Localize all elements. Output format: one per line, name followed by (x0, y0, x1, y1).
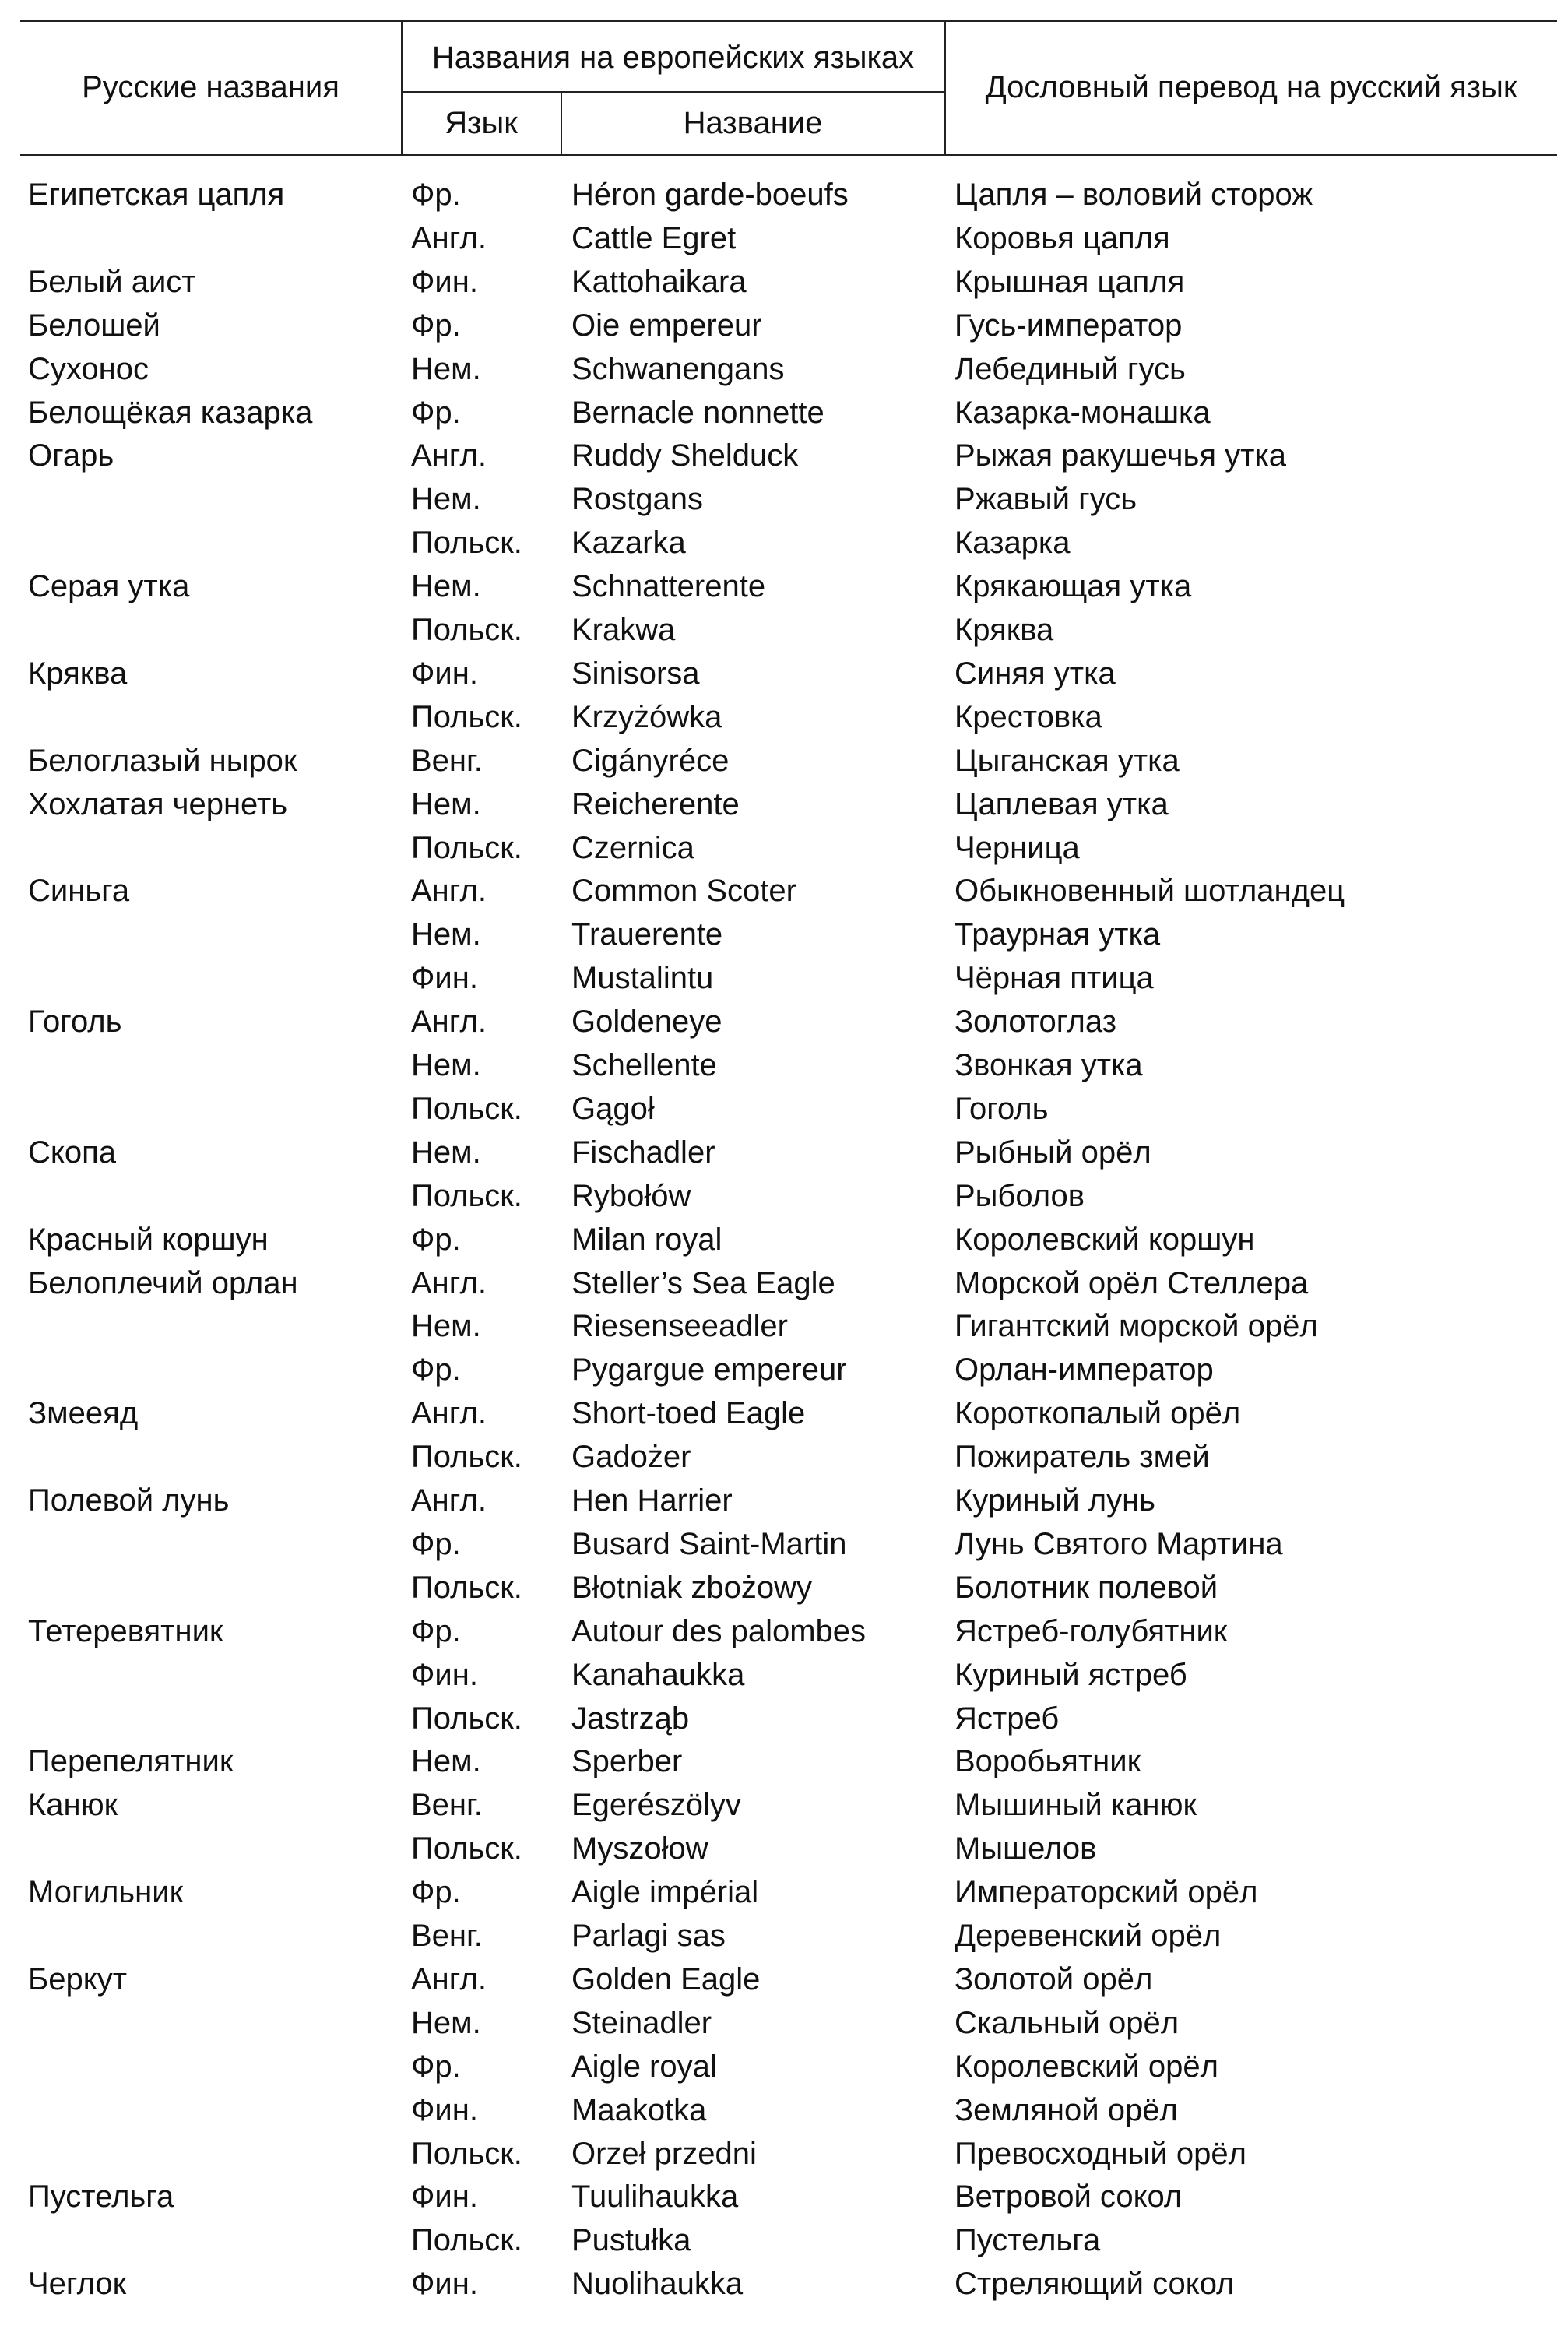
european-name-cell: Short-toed Eagle (571, 1396, 806, 1431)
european-name-cell: Egerészölyv (571, 1788, 741, 1823)
translation-cell: Пустельга (955, 2223, 1101, 2258)
table-row (0, 1261, 1568, 1305)
translation-cell: Пожиратель змей (955, 1440, 1210, 1475)
language-cell: Польск. (411, 613, 522, 647)
european-name-cell: Gadożer (571, 1440, 691, 1475)
language-cell: Венг. (411, 743, 483, 778)
table-row (0, 1740, 1568, 1783)
table-row (0, 1087, 1568, 1131)
translation-cell: Крышная цапля (955, 264, 1185, 299)
language-cell: Венг. (411, 1919, 483, 1953)
translation-cell: Цапля – воловий сторож (955, 178, 1313, 212)
european-name-cell: Pygargue empereur (571, 1353, 847, 1388)
translation-cell: Коровья цапля (955, 220, 1170, 255)
translation-cell: Куриный лунь (955, 1483, 1156, 1518)
language-cell: Фин. (411, 961, 478, 996)
language-cell: Польск. (411, 1831, 522, 1866)
table-row (0, 1391, 1568, 1435)
language-cell: Фр. (411, 178, 461, 212)
european-name-cell: Gągoł (571, 1091, 655, 1126)
table-top-rule (20, 20, 1557, 22)
language-cell: Нем. (411, 2005, 481, 2040)
translation-cell: Стреляющий сокол (955, 2267, 1235, 2302)
translation-cell: Золотой орёл (955, 1961, 1153, 1997)
language-cell: Польск. (411, 2223, 522, 2258)
russian-name-cell: Белоглазый нырок (28, 743, 297, 778)
european-name-cell: Oie empereur (571, 308, 762, 343)
translation-cell: Королевский коршун (955, 1222, 1255, 1257)
russian-name-cell: Белый аист (28, 264, 196, 299)
table-row (0, 565, 1568, 608)
language-cell: Польск. (411, 1570, 522, 1605)
table-row (0, 2218, 1568, 2262)
european-name-cell: Milan royal (571, 1222, 722, 1257)
language-cell: Фр. (411, 1353, 461, 1388)
russian-name-cell: Хохлатая чернеть (28, 786, 288, 821)
table-row (0, 2175, 1568, 2218)
table-row (0, 2001, 1568, 2045)
translation-cell: Деревенский орёл (955, 1919, 1222, 1953)
translation-cell: Мышелов (955, 1831, 1097, 1866)
european-name-cell: Czernica (571, 830, 694, 865)
translation-cell: Ястреб-голубятник (955, 1613, 1228, 1648)
translation-cell: Скальный орёл (955, 2005, 1180, 2040)
russian-name-cell: Гоголь (28, 1004, 122, 1040)
european-name-cell: Krakwa (571, 613, 676, 647)
translation-cell: Ястреб (955, 1701, 1060, 1736)
table-row (0, 1610, 1568, 1653)
european-name-cell: Common Scoter (571, 874, 796, 909)
table-row (0, 1348, 1568, 1391)
russian-name-cell: Белошей (28, 308, 160, 343)
european-name-cell: Schwanengans (571, 351, 785, 386)
table-row (0, 608, 1568, 652)
russian-name-cell: Кряква (28, 656, 128, 691)
russian-name-cell: Серая утка (28, 569, 190, 604)
european-name-cell: Tuulihaukka (571, 2179, 739, 2215)
language-cell: Фин. (411, 264, 478, 299)
russian-name-cell: Полевой лунь (28, 1483, 230, 1518)
translation-cell: Воробьятник (955, 1744, 1141, 1779)
european-name-cell: Jastrząb (571, 1701, 690, 1736)
language-cell: Польск. (411, 1178, 522, 1213)
language-cell: Фр. (411, 1526, 461, 1561)
header-language: Язык (445, 106, 518, 140)
language-cell: Англ. (411, 874, 487, 909)
language-cell: Англ. (411, 1483, 487, 1518)
language-cell: Фр. (411, 1875, 461, 1910)
russian-name-cell: Синьга (28, 874, 130, 909)
language-cell: Фин. (411, 2179, 478, 2215)
table-row (0, 347, 1568, 391)
translation-cell: Траурная утка (955, 917, 1161, 952)
translation-cell: Превосходный орёл (955, 2136, 1246, 2171)
header-literal-translation: Дословный перевод на русский язык (985, 70, 1517, 104)
table-row (0, 1914, 1568, 1958)
table-row (0, 2045, 1568, 2088)
translation-cell: Лебединый гусь (955, 351, 1186, 386)
translation-cell: Куриный ястреб (955, 1657, 1187, 1692)
european-name-cell: Cigányréce (571, 743, 730, 778)
table-row (0, 2132, 1568, 2176)
language-cell: Польск. (411, 699, 522, 734)
table-row (0, 1653, 1568, 1697)
translation-cell: Лунь Святого Мартина (955, 1526, 1283, 1561)
russian-name-cell: Огарь (28, 438, 114, 473)
language-cell: Польск. (411, 1701, 522, 1736)
european-name-cell: Riesenseeadler (571, 1309, 788, 1344)
translation-cell: Казарка-монашка (955, 395, 1211, 430)
table-row (0, 304, 1568, 347)
table-row (0, 1000, 1568, 1043)
translation-cell: Золотоглаз (955, 1004, 1116, 1040)
european-name-cell: Sperber (571, 1744, 683, 1779)
language-cell: Фр. (411, 1222, 461, 1257)
language-cell: Фр. (411, 308, 461, 343)
header-european-names: Названия на европейских языках (431, 40, 915, 75)
language-cell: Польск. (411, 2136, 522, 2171)
translation-cell: Гусь-император (955, 308, 1183, 343)
european-name-cell: Myszołow (571, 1831, 708, 1866)
language-cell: Польск. (411, 526, 522, 561)
translation-cell: Ветровой сокол (955, 2179, 1183, 2215)
translation-cell: Гоголь (955, 1091, 1049, 1126)
table-row (0, 477, 1568, 521)
translation-cell: Болотник полевой (955, 1570, 1218, 1605)
table-row (0, 1827, 1568, 1870)
european-name-cell: Rybołów (571, 1178, 691, 1213)
translation-cell: Чёрная птица (955, 961, 1154, 996)
translation-cell: Рыжая ракушечья утка (955, 438, 1287, 473)
translation-cell: Звонкая утка (955, 1048, 1143, 1082)
translation-cell: Цыганская утка (955, 743, 1180, 778)
language-cell: Фр. (411, 1613, 461, 1648)
table-row (0, 1697, 1568, 1740)
european-name-cell: Autour des palombes (571, 1613, 867, 1648)
table-row (0, 826, 1568, 870)
language-cell: Польск. (411, 830, 522, 865)
table-row (0, 1131, 1568, 1174)
russian-name-cell: Тетеревятник (28, 1613, 223, 1648)
table-row (0, 1218, 1568, 1261)
header-name: Название (683, 106, 823, 140)
translation-cell: Рыболов (955, 1178, 1085, 1213)
european-name-cell: Orzeł przedni (571, 2136, 757, 2171)
european-name-cell: Kanahaukka (571, 1657, 745, 1692)
translation-cell: Обыкновенный шотландец (955, 874, 1345, 909)
language-cell: Нем. (411, 482, 481, 517)
european-name-cell: Busard Saint-Martin (571, 1526, 847, 1561)
european-name-cell: Bernacle nonnette (571, 395, 824, 430)
table-row (0, 1304, 1568, 1348)
table-row (0, 652, 1568, 695)
european-name-cell: Fischadler (571, 1135, 715, 1170)
table-row (0, 434, 1568, 477)
language-cell: Польск. (411, 1440, 522, 1475)
translation-cell: Кряква (955, 613, 1054, 647)
russian-name-cell: Канюк (28, 1788, 118, 1823)
russian-name-cell: Красный коршун (28, 1222, 269, 1257)
translation-cell: Рыбный орёл (955, 1135, 1151, 1170)
translation-cell: Черница (955, 830, 1080, 865)
european-name-cell: Goldeneye (571, 1004, 722, 1040)
european-name-cell: Ruddy Shelduck (571, 438, 799, 473)
table-row (0, 173, 1568, 216)
russian-name-cell: Египетская цапля (28, 178, 285, 212)
european-name-cell: Parlagi sas (571, 1919, 726, 1953)
translation-cell: Королевский орёл (955, 2049, 1218, 2084)
russian-name-cell: Чеглок (28, 2267, 127, 2302)
russian-name-cell: Беркут (28, 1961, 128, 1997)
language-cell: Нем. (411, 1135, 481, 1170)
table-row (0, 1783, 1568, 1827)
language-cell: Нем. (411, 569, 481, 604)
translation-cell: Гигантский морской орёл (955, 1309, 1318, 1344)
table-row (0, 521, 1568, 565)
european-name-cell: Kazarka (571, 526, 686, 561)
header-russian-names: Русские названия (82, 70, 339, 104)
language-cell: Фр. (411, 395, 461, 430)
european-name-cell: Mustalintu (571, 961, 714, 996)
language-cell: Англ. (411, 1961, 487, 1997)
language-cell: Фин. (411, 656, 478, 691)
language-cell: Нем. (411, 786, 481, 821)
table-row (0, 1479, 1568, 1522)
european-name-cell: Reicherente (571, 786, 740, 821)
table-row (0, 783, 1568, 826)
translation-cell: Синяя утка (955, 656, 1116, 691)
table-row (0, 869, 1568, 913)
table-row (0, 2088, 1568, 2132)
language-cell: Фин. (411, 2267, 478, 2302)
translation-cell: Орлан-император (955, 1353, 1214, 1388)
language-cell: Фин. (411, 1657, 478, 1692)
translation-cell: Короткопалый орёл (955, 1396, 1241, 1431)
european-name-cell: Maakotka (571, 2092, 707, 2127)
russian-name-cell: Белоплечий орлан (28, 1265, 298, 1300)
translation-cell: Мышиный канюк (955, 1788, 1197, 1823)
european-name-cell: Nuolihaukka (571, 2267, 744, 2302)
european-name-cell: Golden Eagle (571, 1961, 761, 1997)
table-row (0, 216, 1568, 260)
table-row (0, 739, 1568, 783)
european-name-cell: Aigle royal (571, 2049, 717, 2084)
translation-cell: Казарка (955, 526, 1071, 561)
language-cell: Англ. (411, 220, 487, 255)
header-bottom-rule (20, 154, 1557, 156)
european-name-cell: Krzyżówka (571, 699, 722, 734)
language-cell: Нем. (411, 917, 481, 952)
translation-cell: Крестовка (955, 699, 1102, 734)
subheader-rule (402, 91, 945, 93)
translation-cell: Крякающая утка (955, 569, 1192, 604)
european-name-cell: Sinisorsa (571, 656, 700, 691)
language-cell: Венг. (411, 1788, 483, 1823)
table-row (0, 2262, 1568, 2306)
language-cell: Англ. (411, 1004, 487, 1040)
european-name-cell: Rostgans (571, 482, 703, 517)
russian-name-cell: Скопа (28, 1135, 116, 1170)
language-cell: Польск. (411, 1091, 522, 1126)
translation-cell: Цаплевая утка (955, 786, 1169, 821)
language-cell: Англ. (411, 438, 487, 473)
table-row (0, 1522, 1568, 1566)
table-row (0, 913, 1568, 956)
language-cell: Нем. (411, 351, 481, 386)
russian-name-cell: Перепелятник (28, 1744, 234, 1779)
russian-name-cell: Пустельга (28, 2179, 174, 2215)
european-name-cell: Trauerente (571, 917, 723, 952)
european-name-cell: Pustułka (571, 2223, 691, 2258)
european-name-cell: Kattohaikara (571, 264, 747, 299)
translation-cell: Земляной орёл (955, 2092, 1178, 2127)
table-row (0, 1174, 1568, 1218)
european-name-cell: Héron garde-boeufs (571, 178, 849, 212)
european-name-cell: Aigle impérial (571, 1875, 759, 1910)
language-cell: Англ. (411, 1265, 487, 1300)
translation-cell: Морской орёл Стеллера (955, 1265, 1309, 1300)
european-name-cell: Steller’s Sea Eagle (571, 1265, 835, 1300)
table-row (0, 391, 1568, 434)
european-name-cell: Schnatterente (571, 569, 766, 604)
language-cell: Нем. (411, 1309, 481, 1344)
table-row (0, 1435, 1568, 1479)
translation-cell: Императорский орёл (955, 1875, 1258, 1910)
european-name-cell: Steinadler (571, 2005, 712, 2040)
russian-name-cell: Змееяд (28, 1396, 139, 1431)
table-row (0, 260, 1568, 304)
table-row (0, 1043, 1568, 1087)
table-row (0, 1958, 1568, 2001)
european-name-cell: Błotniak zbożowy (571, 1570, 813, 1605)
language-cell: Нем. (411, 1048, 481, 1082)
european-name-cell: Schellente (571, 1048, 717, 1082)
table-row (0, 1566, 1568, 1610)
language-cell: Фр. (411, 2049, 461, 2084)
russian-name-cell: Белощёкая казарка (28, 395, 313, 430)
table-row (0, 695, 1568, 739)
translation-cell: Ржавый гусь (955, 482, 1137, 517)
european-name-cell: Cattle Egret (571, 220, 737, 255)
language-cell: Нем. (411, 1744, 481, 1779)
language-cell: Фин. (411, 2092, 478, 2127)
table-row (0, 956, 1568, 1000)
table-row (0, 1870, 1568, 1914)
russian-name-cell: Могильник (28, 1875, 184, 1910)
european-name-cell: Hen Harrier (571, 1483, 733, 1518)
russian-name-cell: Сухонос (28, 351, 149, 386)
language-cell: Англ. (411, 1396, 487, 1431)
